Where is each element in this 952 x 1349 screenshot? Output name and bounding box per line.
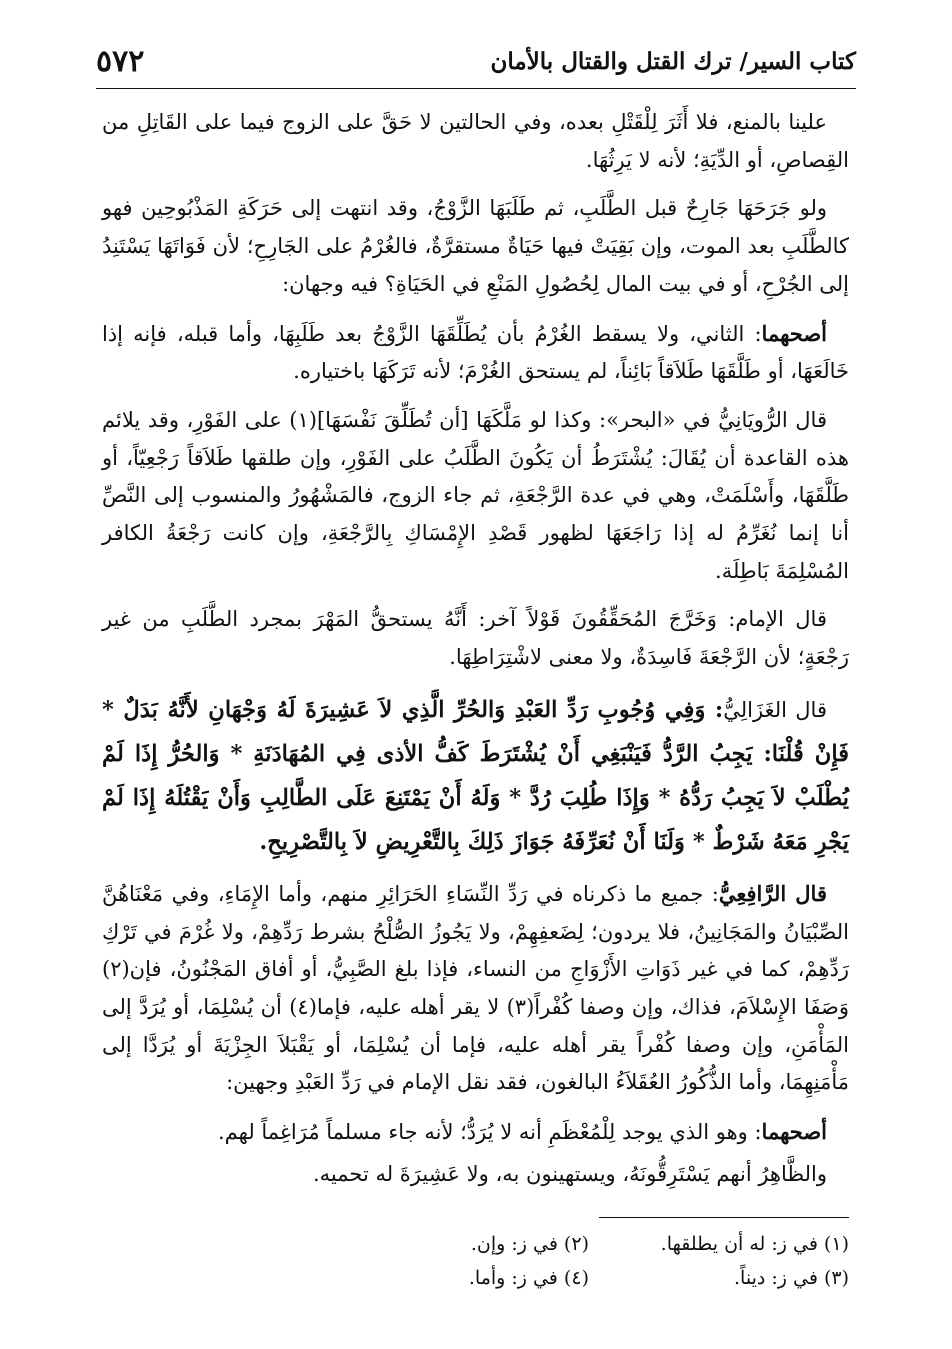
page-header	[96, 38, 856, 84]
ghazali-quote: قال الغَزَالِيُّ: وَفِي وُجُوبِ رَدِّ العَبْدِ وَالحُرِّ الَّذِي لاَ عَشِيرَةَ لَهُ وَجْهَانِ لأَنَّهُ بَدَلٌ * فَإِنْ قُلْنَا: يَجِبُ الرَّدُّ فَيَنْبَغِي أَنْ يُشْتَرَطَ كَفُّ الأذى فِي المُهَادَنَةِ * وَالحُرُّ إِذَا لَمْ يُطْلَبْ لاَ يَجِبُ رَدُّهُ * وَإِذَا طُلِبَ رُدَّ * وَلَهُ أَنْ يَمْتَنِعَ عَلَى الطَّالِبِ وَأَنْ يَقْتُلَهُ إِذَا لَمْ يَجْرِ مَعَهُ شَرْطٌ * وَلَنَا أَنْ نُعَرِّفَهُ جَوَازَ ذَلِكَ بِالتَّعْرِيضِ لاَ بِالتَّصْرِيحِ.	[102, 696, 849, 855]
page-number: ٥٧٢	[96, 43, 145, 79]
paragraph: أصحهما: وهو الذي يوجد لِلْمُعْظَمِ أنه لا يُرَدُّ؛ لأنه جاء مسلماً مُرَاغِماً لهم.	[217, 1119, 827, 1145]
running-title: كتاب السير/ ترك القتل والقتال بالأمان	[490, 47, 856, 75]
main-text	[102, 104, 849, 1204]
footnote-rule	[599, 1217, 849, 1218]
paragraph: قال الرُّويَانِيُّ في «البحر»: وكذا لو مَلَّكَهَا [أن تُطَلِّقَ نَفْسَهَا](١) على الفَوْرِ، وقد يلائم هذه القاعدة أن يُقَالَ: يُشْتَرَطُ أن يَكُونَ الطَّلَبُ على الفَوْرِ، وإن طلقها طَلاَقاً رَجْعِيّاً، أو طَلَّقَهَا، وأَسْلَمَتْ، وهي في عدة الرَّجْعَةِ، ثم جاء الزوج، فالمَشْهُورُ والمنسوب إلى النَّصِّ أنا إنما نُغَرِّمُ له إذا رَاجَعَهَا لظهور قَصْدِ الإِمْسَاكِ بِالرَّجْعَةِ، وإن كانت رَجْعَةُ الكافر المُسْلِمَةَ بَاطِلَة.	[102, 407, 849, 583]
lead-word: أصحهما	[761, 320, 827, 346]
lead-word: قال الغَزَالِيُّ	[723, 697, 827, 722]
paragraph: والظَّاهِرُ أنهم يَسْتَرِقُّونَهُ، ويستهينون به، ولا عَشِيرَةَ له تحميه.	[312, 1161, 827, 1186]
lead-word: قال الرَّافِعِيُّ	[718, 880, 827, 906]
paragraph: علينا بالمنع، فلا أَثَرَ لِلْقَتْلِ بعده، وفي الحالتين لا حَقَّ على الزوج فيما على القَاتِلِ من القِصاصِ، أو الدِّيَةِ؛ لأنه لا يَرِثُهَا.	[102, 110, 849, 172]
footnote: (١) في ز: له أن يطلقها.	[660, 1233, 849, 1255]
paragraph: قال الرَّافِعِيُّ: جميع ما ذكرناه في رَدِّ النِّسَاءِ الحَرَائِرِ منهم، وأما الإِمَاءِ، وفي مَعْنَاهُنَّ الصِّبْيَانُ والمَجَانِينُ، فلا يردون؛ لِضَعفِهِمْ، ولا يَجُوزُ الصُّلْحُ بشرط رَدِّهِمْ، ولا غُرْمَ في تَرْكِ رَدِّهِمْ، كما في غير ذَوَاتِ الأَزْوَاجِ من النساء، فإذا بلغ الصَّبِيُّ، أو أفاق المَجْنُونُ، فإن(٢) وَصَفَا الإِسْلاَمَ، فذاك، وإن وصفا كُفْراً(٣) لا يقر أهله عليه، فإما(٤) أن يُسْلِمَا، أو يُرَدَّ إلى المَأْمَنِ، وإن وصفا كُفْراً يقر أهله عليه، فإما أن يُسْلِمَا، أو يَقْبَلاَ الجِزْيَةَ أو يُرَدَّا إلى مَأْمَنِهِمَا، وأما الذُّكُورُ العُقَلاَءُ البالغون، فقد نقل الإمام في رَدِّ العَبْدِ وجهين:	[102, 880, 849, 1095]
paragraph: أصحهما: الثاني، ولا يسقط الغُرْمُ بأن يُطَلِّقَهَا الزَّوْجُ بعد طَلَبِهَا، وأما قبله، فإنه إذا خَالَعَهَا، أو طَلَّقَهَا طَلاَقاً بَائِناً، لم يستحق الغُرْمَ؛ لأنه تَرَكَهَا باختياره.	[102, 320, 849, 384]
footnote: (٢) في ز: وإن.	[470, 1233, 589, 1255]
lead-word: أصحهما	[761, 1119, 827, 1145]
footnotes	[329, 1227, 849, 1295]
paragraph: قال الإمام: وَخَرَّجَ المُحَقِّقُونَ قَوْلاً آخر: أَنَّهُ يستحقُّ المَهْرَ بمجرد الطَّلَبِ من غير رَجْعَةٍ؛ لأن الرَّجْعَةَ فَاسِدَةٌ، ولا معنى لاشْتِرَاطِهَا.	[102, 607, 849, 670]
paragraph: ولو جَرَحَهَا جَارِحٌ قبل الطَّلَبِ، ثم طَلَبَهَا الزَّوْجُ، وقد انتهت إلى حَرَكَةِ المَذْبُوحِين فهو كالطَّلَبِ بعد الموت، وإن بَقِيَتْ فيها حَيَاةٌ مستقرَّةٌ، فالغُرْمُ على الجَارِحِ؛ لأن فَوَاتَهَا يَسْتَنِدُ إلى الجُرْحِ، أو في بيت المال لِحُصُولِ المَنْعِ في الحَيَاةِ؟ فيه وجهان:	[102, 196, 849, 296]
header-rule	[96, 88, 856, 89]
footnote-row	[329, 1261, 849, 1295]
footnote: (٣) في ز: ديناً.	[734, 1267, 849, 1289]
footnote: (٤) في ز: وأما.	[468, 1267, 589, 1289]
footnote-row	[329, 1227, 849, 1261]
